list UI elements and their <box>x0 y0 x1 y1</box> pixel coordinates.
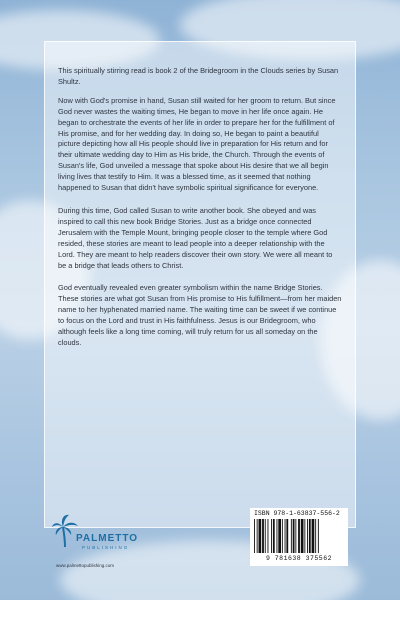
body-paragraph: During this time, God called Susan to write another book. She obeyed and was inspired to call this new book Bridge Stories. Just as a bridge once connected Jerusalem with the Temple Mount, bringing people closer to the temple where God resided, these stories are meant to lead people into a deeper relationship with the Lord. They are meant to help readers discover their own story. We were all meant to be a bridge that leads others to Christ. <box>58 205 333 270</box>
barcode-bar <box>254 519 255 553</box>
barcode-bar <box>318 519 319 553</box>
barcode-bar <box>262 519 264 553</box>
barcode-bar <box>295 519 296 553</box>
barcode-bar <box>286 519 288 553</box>
barcode-bar <box>259 519 262 553</box>
barcode-bar <box>304 519 305 553</box>
barcode-bar <box>293 519 295 553</box>
barcode-bar <box>265 519 266 553</box>
barcode-bar <box>271 519 272 553</box>
barcode-bar <box>298 519 300 553</box>
palm-tree-icon <box>52 513 78 549</box>
body-paragraph: Now with God's promise in hand, Susan still waited for her groom to return. But since God never wastes the waiting times, He began to move in her life once again. He began to orchestrate the events of her life in order to prepare her for the fulfillment of His promise, and for her wedding day. In doing so, He began to paint a beautiful picture depicting how all His people should live in preparation for His return and for their ultimate wedding day to Him as His bride, the Church. Through the events of Susan's life, God unveiled a message that spoke about His desire that we all begin living lives that testify to Him. It was a blessed time, as it seemed that nothing happened to Susan that didn't have symbolic spiritual significance for everyone. <box>58 95 336 193</box>
intro-paragraph: This spiritually stirring read is book 2 of the Bridegroom in the Clouds series by Susan Shultz. <box>58 66 339 86</box>
isbn-barcode <box>250 508 348 566</box>
publisher-logo <box>52 513 152 573</box>
barcode-bar <box>282 519 283 553</box>
barcode-bar <box>291 519 292 553</box>
barcode-bar <box>273 519 275 553</box>
barcode-bar <box>278 519 281 553</box>
barcode-bar <box>301 519 304 553</box>
barcode-bar <box>257 519 258 553</box>
body-paragraph: God eventually revealed even greater symbolism within the name Bridge Stories. These stories are what got Susan from His promise to His fulfillment—from her maiden name to her hyphenated married name. The waiting time can be sweet if we continue to focus on the Lord and trust in His faithfulness. Jesus is our Bridegroom, who although feels like a long time coming, will truly return for us all someday on the clouds. <box>58 283 342 347</box>
barcode-bar <box>307 519 308 553</box>
publisher-subline: PUBLISHING <box>82 545 130 550</box>
isbn-number: ISBN 978-1-63837-556-2 <box>254 510 340 517</box>
ean-number: 9 781638 375562 <box>265 555 332 562</box>
barcode-bar <box>277 519 278 553</box>
publisher-name: PALMETTO <box>76 533 139 544</box>
publisher-url: www.palmettopublishing.com <box>56 563 115 568</box>
barcode-bar <box>312 519 315 553</box>
barcode-bar <box>309 519 311 553</box>
description-panel <box>44 41 356 528</box>
barcode-bar <box>315 519 316 553</box>
barcode-bar <box>285 519 286 553</box>
barcode-bars <box>254 519 344 553</box>
barcode-bar <box>268 519 269 553</box>
